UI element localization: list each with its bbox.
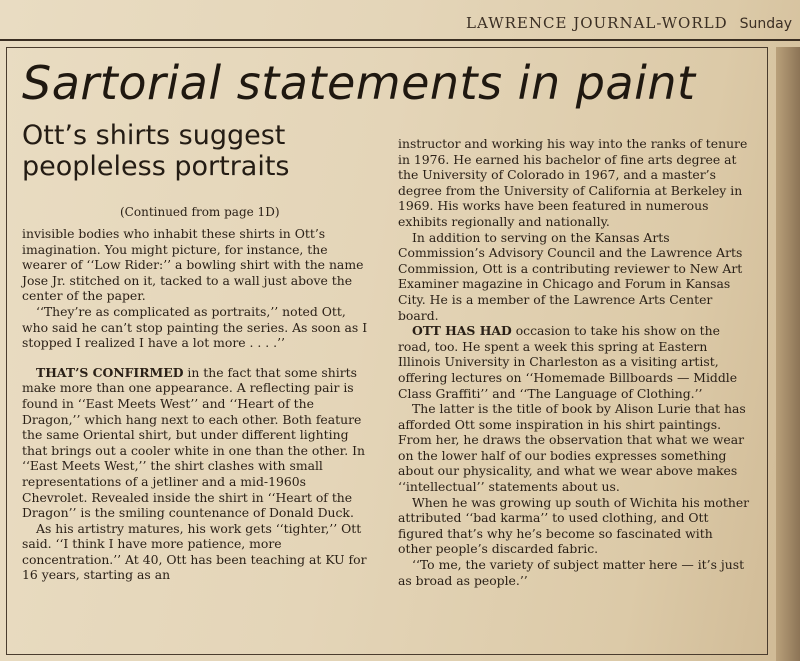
article-column-2 [398, 136, 750, 588]
paragraph: As his artistry matures, his work gets ‘‘tighter,’’ Ott said. ‘‘I think I have more patience, more concentration.’’ At 40, Ott has been teaching at KU for 16 years, starting as an [22, 520, 367, 583]
article-column-1 [22, 226, 372, 583]
paragraph: When he was growing up south of Wichita his mother attributed ‘‘bad karma’’ to used clothing, and Ott figured that’s why he’s become so fascinated with other people’s discarded fabric. [398, 494, 750, 557]
paragraph [22, 365, 372, 521]
masthead-rule [0, 39, 800, 41]
paragraph: ‘‘They’re as complicated as portraits,’’ noted Ott, who said he can’t stop painting the series. As soon as I stopped I realized I have a lot more . . . .’’ [22, 303, 368, 351]
continued-note: (Continued from page 1D) [120, 205, 280, 219]
paragraph: ‘‘To me, the variety of subject matter here — it’s just as broad as people.’’ [398, 557, 745, 588]
page-edge-shadow [776, 47, 800, 661]
paragraph-lead-in: OTT HAS HAD [412, 323, 512, 339]
masthead [466, 14, 792, 32]
paragraph: In addition to serving on the Kansas Arts Commission’s Advisory Council and the Lawrence Arts Commission, Ott is a contributing reviewer to New Art Examiner magazine in Chicago and Forum in Kansas City. He is a member of the Lawrence Arts Center board. [398, 229, 743, 323]
paragraph-lead-in: THAT’S CONFIRMED [36, 364, 184, 380]
masthead-day: Sunday [739, 16, 792, 32]
paragraph-text: in the fact that some shirts make more than one appearance. A reflecting pair is found in ‘‘East Meets West’’ and ‘‘Heart of the Dragon,’’ which hang next to each other. Both feature the same Oriental shirt, but under different lighting that brings out a cooler white in one than the other. In ‘‘East Meets West,’’ the shirt clashes with small representations of a jetliner and a mid-1960s Chevrolet. Revealed inside the shirt in ‘‘Heart of the Dragon’’ is the smiling countenance of Donald Duck. [22, 364, 365, 521]
masthead-paper-name: LAWRENCE JOURNAL-WORLD [466, 14, 728, 32]
paragraph [398, 323, 750, 401]
paragraph-text: occasion to take his show on the road, too. He spent a week this spring at Eastern Illinois University in Charleston as a visiting artist, offering lectures on ‘‘Homemade Billboards — Middle Class Graffiti’’ and ‘‘The Language of Clothing.’’ [398, 323, 738, 401]
article-headline: Sartorial statements in paint [22, 56, 696, 110]
article-subhead: Ott’s shirts suggest peopleless portraits [22, 120, 290, 182]
paragraph: instructor and working his way into the ranks of tenure in 1976. He earned his bachelor of fine arts degree at the University of Colorado in 1967, and a master’s degree from the University of California at Berkeley in 1969. His works have been featured in numerous exhibits regionally and nationally. [398, 136, 748, 229]
paragraph: The latter is the title of book by Alison Lurie that has afforded Ott some inspiration in his shirt paintings. From her, he draws the observation that what we wear on the lower half of our bodies expresses something about our physicality, and what we wear above makes ‘‘intellectual’’ statements about us. [398, 401, 746, 495]
paragraph: invisible bodies who inhabit these shirts in Ott’s imagination. You might picture, for instance, the wearer of ‘‘Low Rider:’’ a bowling shirt with the name Jose Jr. stitched on it, tacked to a wall just above the center of the paper. [22, 226, 364, 304]
